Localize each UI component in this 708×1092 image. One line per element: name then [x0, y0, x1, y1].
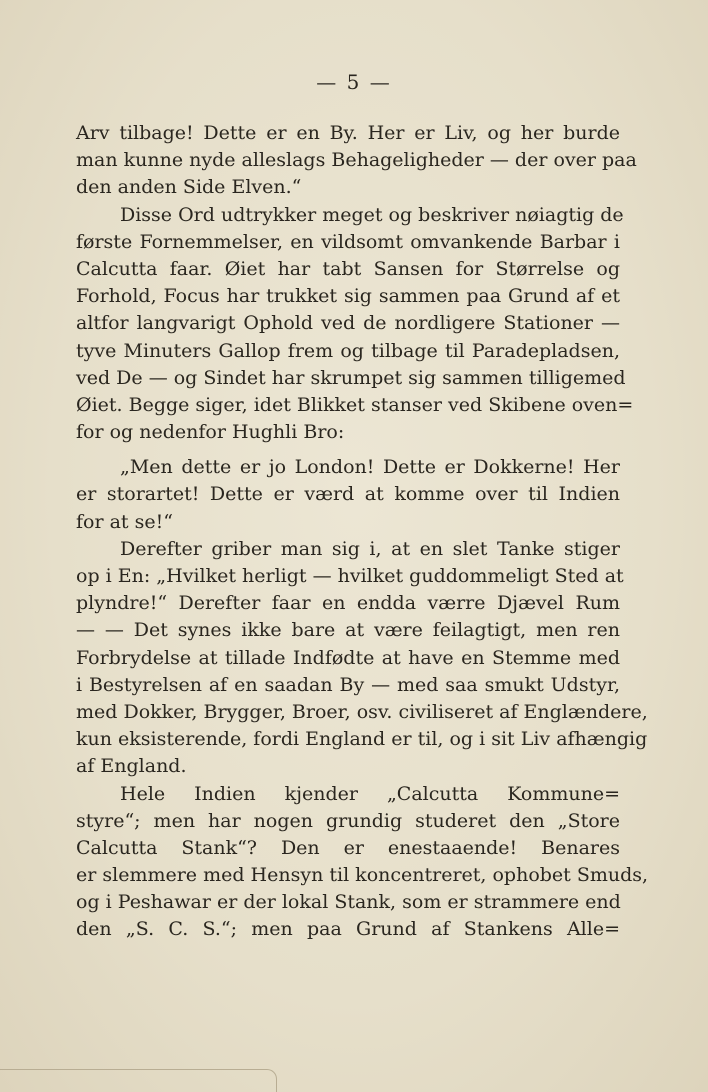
text-line: Calcutta faar. Øiet har tabt Sansen for Størrelse og: [76, 257, 620, 280]
text-line: og i Peshawar er der lokal Stank, som er strammere end: [76, 891, 621, 914]
text-line: er slemmere med Hensyn til koncentreret, ophobet Smuds,: [76, 864, 649, 887]
page-fold-edge: [0, 1069, 277, 1092]
text-line: den anden Side Elven.“: [76, 176, 302, 199]
text-line: ved De — og Sindet har skrumpet sig sammen tilligemed: [76, 366, 626, 389]
text-line: første Fornemmelser, en vildsomt omvankende Barbar i: [76, 230, 620, 253]
text-line: Forhold, Focus har trukket sig sammen paa Grund af et: [76, 285, 620, 308]
text-line: man kunne nyde alleslags Behageligheder — der over paa: [76, 149, 637, 172]
text-line: plyndre!“ Derefter faar en endda værre Djævel Rum: [76, 592, 620, 615]
text-line: med Dokker, Brygger, Broer, osv. civiliseret af Englændere,: [76, 700, 648, 723]
text-line: op i En: „Hvilket herligt — hvilket guddommeligt Sted at: [76, 565, 624, 587]
text-line: af England.: [76, 755, 187, 778]
text-line: Forbrydelse at tillade Indfødte at have en Stemme med: [76, 646, 620, 669]
text-line: i Bestyrelsen af en saadan By — med saa smukt Udstyr,: [76, 673, 620, 696]
text-line: kun eksisterende, fordi England er til, og i sit Liv afhængig: [76, 728, 648, 751]
body-text: [76, 120, 649, 944]
text-line: Disse Ord udtrykker meget og beskriver nøiagtig de: [120, 203, 624, 226]
text-line: den „S. C. S.“; men paa Grund af Stankens Alle=: [76, 918, 620, 941]
text-line: er storartet! Dette er værd at komme over til Indien: [76, 483, 620, 506]
text-line: Hele Indien kjender „Calcutta Kommune=: [120, 782, 620, 805]
text-line: Calcutta Stank“? Den er enestaaende! Benares: [76, 836, 620, 859]
text-line: altfor langvarigt Ophold ved de nordligere Stationer —: [76, 312, 620, 335]
text-line: for og nedenfor Hughli Bro:: [76, 421, 345, 444]
text-line: for at se!“: [76, 510, 173, 533]
text-line: styre“; men har nogen grundig studeret den „Store: [76, 809, 620, 832]
text-line: tyve Minuters Gallop frem og tilbage til Paradepladsen,: [76, 339, 620, 362]
paragraph-gap: [76, 446, 620, 454]
text-line: Arv tilbage! Dette er en By. Her er Liv, og her burde: [76, 122, 620, 144]
text-line: — — Det synes ikke bare at være feilagtigt, men ren: [76, 619, 620, 642]
text-line: Derefter griber man sig i, at en slet Tanke stiger: [120, 537, 620, 560]
text-line: Øiet. Begge siger, idet Blikket stanser ved Skibene oven=: [76, 393, 634, 416]
page-number: — 5 —: [316, 70, 392, 94]
text-line: „Men dette er jo London! Dette er Dokkerne! Her: [120, 456, 620, 479]
